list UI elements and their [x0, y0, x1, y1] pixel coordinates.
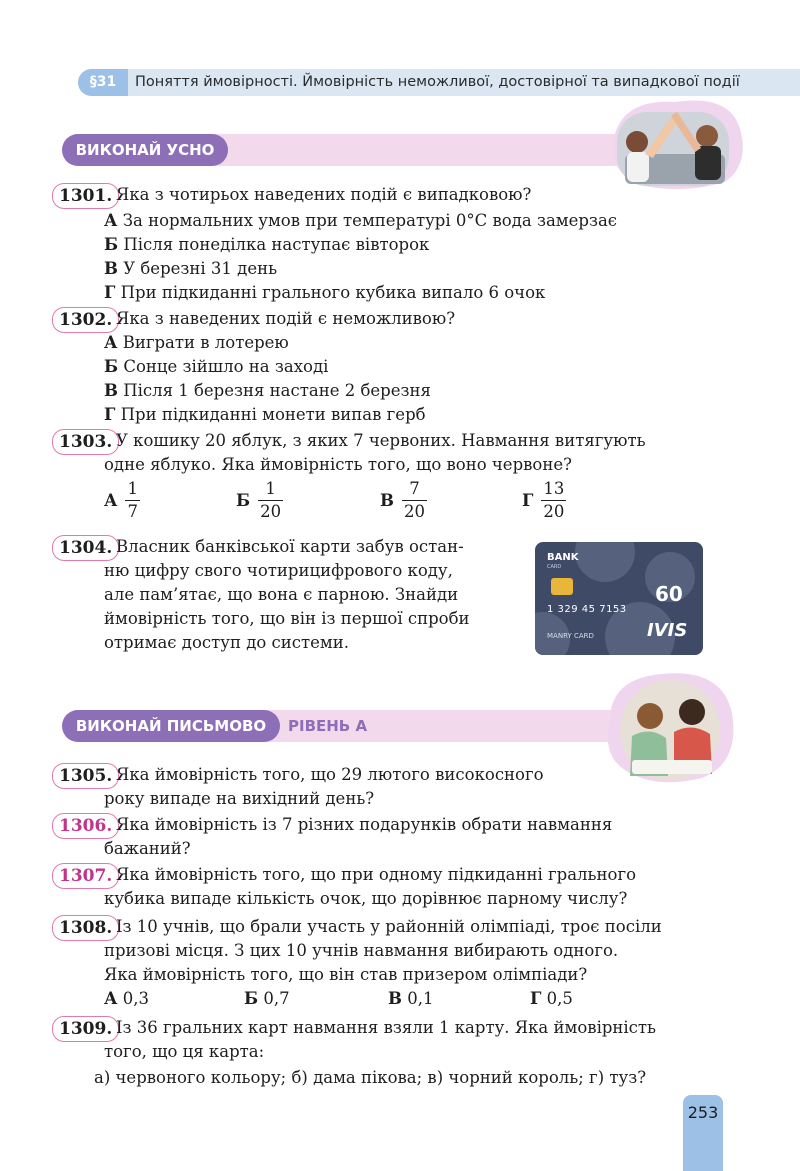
page-number: 253 — [687, 1103, 719, 1122]
problem-number-1309: 1309. — [52, 1016, 119, 1042]
problem-1308-option-a: А 0,3 — [104, 989, 149, 1008]
problem-1302-question: Яка з наведених подій є неможливою? — [116, 309, 456, 328]
problem-1307-line-2: кубика випаде кількість очок, що дорівнює парному числу? — [104, 889, 628, 908]
bank-card-owner: MANRY CARD — [547, 632, 594, 640]
bank-card-bank-label: BANK — [547, 552, 579, 563]
problem-1306-line-1: Яка ймовірність із 7 різних подарунків обрати навмання — [116, 815, 613, 834]
problem-1305-line-2: року випаде на вихідний день? — [104, 789, 375, 808]
problem-number-1305: 1305. — [52, 763, 119, 789]
problem-1304-line-4: ймовірність того, що він із першої спроби — [104, 609, 470, 628]
bank-card-brand: IVIS — [647, 620, 688, 641]
written-section-level: РІВЕНЬ А — [288, 717, 368, 735]
bank-card-image — [535, 542, 703, 655]
problem-1306-line-2: бажаний? — [104, 839, 191, 858]
problem-1302-option-c: В Після 1 березня настане 2 березня — [104, 381, 431, 400]
written-section-label: ВИКОНАЙ ПИСЬМОВО — [62, 710, 280, 742]
problem-1303-option-d: Г $\frac{13}{20}$ — [522, 479, 565, 521]
problem-1308-option-b: Б 0,7 — [244, 989, 290, 1008]
problem-1302-option-b: Б Сонце зійшло на заході — [104, 357, 329, 376]
problem-number-1306: 1306. — [52, 813, 119, 839]
section-title: Поняття ймовірності. Ймовірність неможливої, достовірної та випадкової події — [135, 74, 740, 90]
problem-1303-option-c: В $\frac{7}{20}$ — [380, 479, 425, 521]
problem-1309-line-1: Із 36 гральних карт навмання взяли 1 карту. Яка ймовірність — [116, 1018, 657, 1037]
problem-1301-option-a: А За нормальних умов при температурі 0°С вода замерзає — [104, 211, 618, 230]
problem-number-1302: 1302. — [52, 307, 119, 333]
problem-number-1303: 1303. — [52, 429, 119, 455]
problem-1303-option-a: А $\frac{1}{7}$ — [104, 479, 138, 521]
bank-card-card-label: CARD — [547, 564, 562, 570]
problem-number-1308: 1308. — [52, 915, 119, 941]
problem-number-1301: 1301. — [52, 183, 119, 209]
problem-1303-line-1: У кошику 20 яблук, з яких 7 червоних. Навмання витягують — [116, 431, 646, 450]
problem-1309-line-3: а) червоного кольору; б) дама пікова; в) чорний король; г) туз? — [94, 1068, 647, 1087]
problem-number-1307: 1307. — [52, 863, 119, 889]
problem-1303-line-2: одне яблуко. Яка ймовірність того, що воно червоне? — [104, 455, 572, 474]
problem-1301-question: Яка з чотирьох наведених подій є випадковою? — [116, 185, 532, 204]
oral-section-label: ВИКОНАЙ УСНО — [62, 134, 228, 166]
bank-card-number: 1 329 45 7153 — [547, 604, 627, 615]
problem-1304-line-5: отримає доступ до системи. — [104, 633, 349, 652]
problem-1303-option-b: Б $\frac{1}{20}$ — [236, 479, 282, 521]
students-studying-photo — [602, 668, 738, 786]
problem-1308-line-3: Яка ймовірність того, що він став призером олімпіади? — [104, 965, 588, 984]
problem-1301-option-c: В У березні 31 день — [104, 259, 278, 278]
bank-card-chip — [551, 578, 573, 595]
problem-1301-option-b: Б Після понеділка наступає вівторок — [104, 235, 430, 254]
problem-1304-line-1: Власник банківської карти забув остан- — [116, 537, 464, 556]
problem-1305-line-1: Яка ймовірність того, що 29 лютого високосного — [116, 765, 544, 784]
problem-1308-option-c: В 0,1 — [388, 989, 434, 1008]
problem-1304-line-3: але пам’ятає, що вона є парною. Знайди — [104, 585, 459, 604]
problem-1309-line-2: того, що ця карта: — [104, 1042, 265, 1061]
bank-card-big-number: 60 — [655, 582, 683, 606]
problem-1308-line-1: Із 10 учнів, що брали участь у районній олімпіаді, троє посіли — [116, 917, 662, 936]
problem-1302-option-a: А Виграти в лотерею — [104, 333, 289, 352]
problem-1308-option-d: Г 0,5 — [530, 989, 573, 1008]
problem-1307-line-1: Яка ймовірність того, що при одному підкиданні грального — [116, 865, 637, 884]
problem-1308-line-2: призові місця. З цих 10 учнів навмання вибирають одного. — [104, 941, 619, 960]
problem-1301-option-d: Г При підкиданні грального кубика випало 6 очок — [104, 283, 546, 302]
problem-1304-line-2: ню цифру свого чотирицифрового коду, — [104, 561, 453, 580]
section-number: §31 — [78, 69, 128, 96]
problem-1302-option-d: Г При підкиданні монети випав герб — [104, 405, 426, 424]
students-high-five-photo — [605, 94, 750, 194]
problem-number-1304: 1304. — [52, 535, 119, 561]
